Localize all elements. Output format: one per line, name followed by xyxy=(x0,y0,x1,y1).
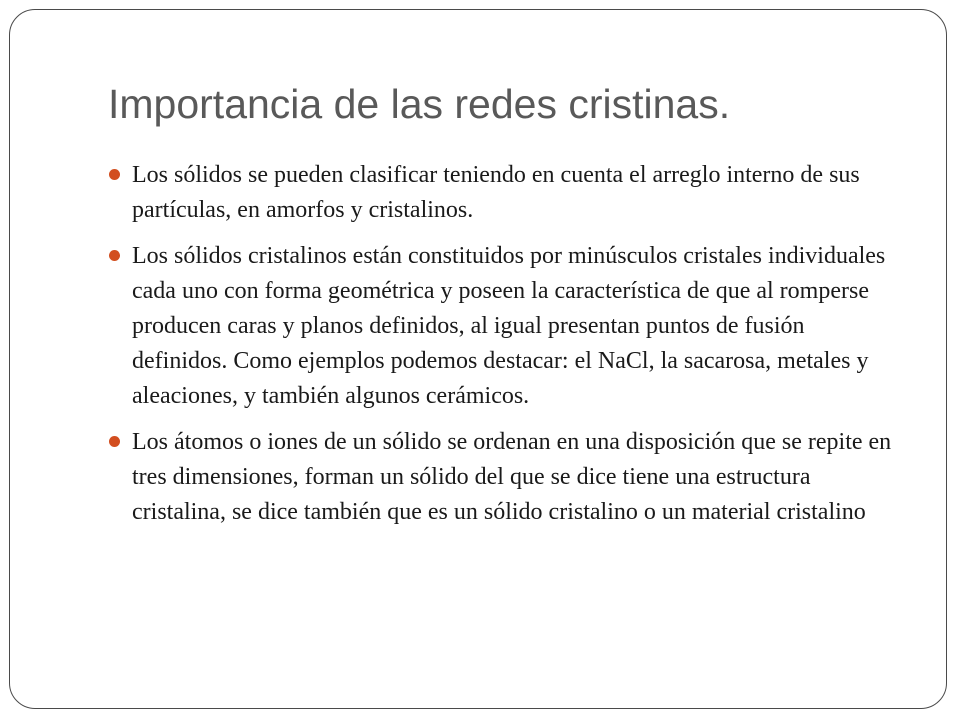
bullet-list xyxy=(132,158,902,541)
bullet-dot-icon xyxy=(109,250,120,261)
bullet-item-crystalline-solids xyxy=(132,239,902,414)
bullet-dot-icon xyxy=(109,169,120,180)
bullet-text: Los sólidos cristalinos están constituidos por minúsculos cristales individuales cada uno con forma geométrica y poseen la característica de que al romperse producen caras y planos definidos, al igual presentan puntos de fusión definidos. Como ejemplos podemos destacar: el NaCl, la sacarosa, metales y aleaciones, y también algunos cerámicos. xyxy=(132,243,886,409)
bullet-dot-icon xyxy=(109,436,120,447)
bullet-item-crystal-structure xyxy=(132,425,902,530)
slide-title: Importancia de las redes cristinas. xyxy=(108,81,731,127)
bullet-text: Los átomos o iones de un sólido se ordenan en una disposición que se repite en tres dimensiones, forman un sólido del que se dice tiene una estructura cristalina, se dice también que es un sólido cristalino o un material cristalino xyxy=(132,429,892,525)
bullet-text: Los sólidos se pueden clasificar teniendo en cuenta el arreglo interno de sus partículas, en amorfos y cristalinos. xyxy=(132,162,860,223)
bullet-item-classification xyxy=(132,158,902,228)
